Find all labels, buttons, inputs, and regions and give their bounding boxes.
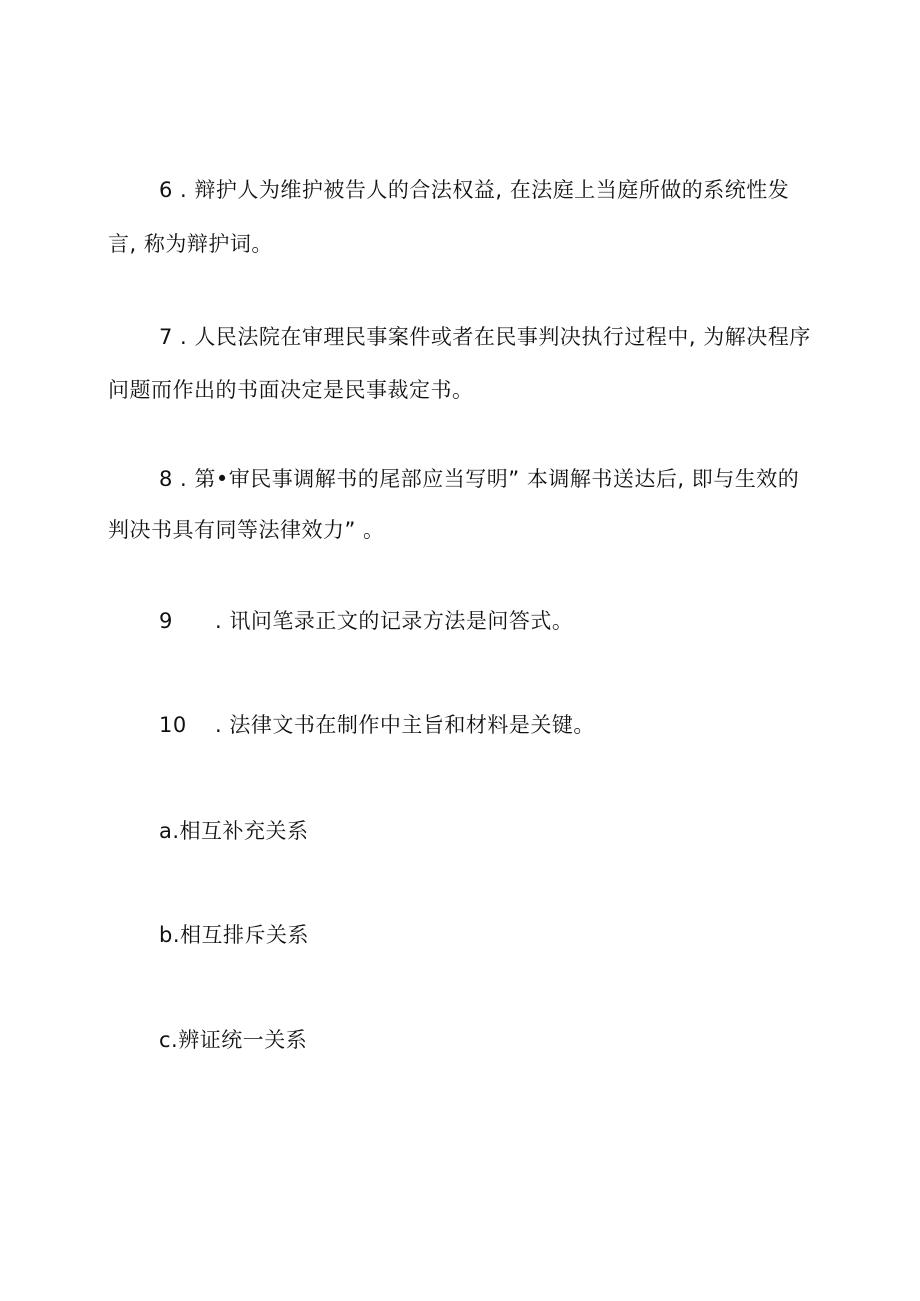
item-10-line: [159, 710, 595, 740]
option-a: a.相互补充关系: [159, 819, 309, 843]
item-9-text: . 讯问笔录正文的记录方法是问答式。: [215, 609, 574, 633]
item-6-text-1: . 辩护人为维护被告人的合法权益, 在法庭上当庭所做的系统性发: [172, 178, 790, 202]
item-7-text-1: . 人民法院在审理民事案件或者在民事判决执行过程中, 为解决程序: [172, 325, 811, 349]
item-9-number: 9: [159, 609, 173, 633]
item-7-number: 7: [159, 325, 173, 349]
item-7-line-1: [159, 322, 811, 352]
item-7-line-2: 问题而作出的书面决定是民事裁定书。: [108, 378, 474, 402]
item-8-text-1: . 第•审民事调解书的尾部应当写明” 本调解书送达后, 即与生效的: [172, 467, 800, 491]
item-8-number: 8: [159, 467, 173, 491]
item-10-text: . 法律文书在制作中主旨和材料是关键。: [215, 713, 595, 737]
item-6-line-2: 言, 称为辩护词。: [108, 232, 273, 256]
option-c: c.辨证统一关系: [159, 1028, 308, 1052]
item-8-line-2: 判决书具有同等法律效力” 。: [108, 518, 385, 542]
item-6-line-1: [159, 175, 789, 205]
item-10-number: 10: [159, 713, 187, 737]
option-b: b.相互排斥关系: [159, 923, 310, 947]
item-6-number: 6: [159, 178, 173, 202]
item-8-line-1: [159, 464, 799, 494]
item-9-line: [159, 606, 573, 636]
